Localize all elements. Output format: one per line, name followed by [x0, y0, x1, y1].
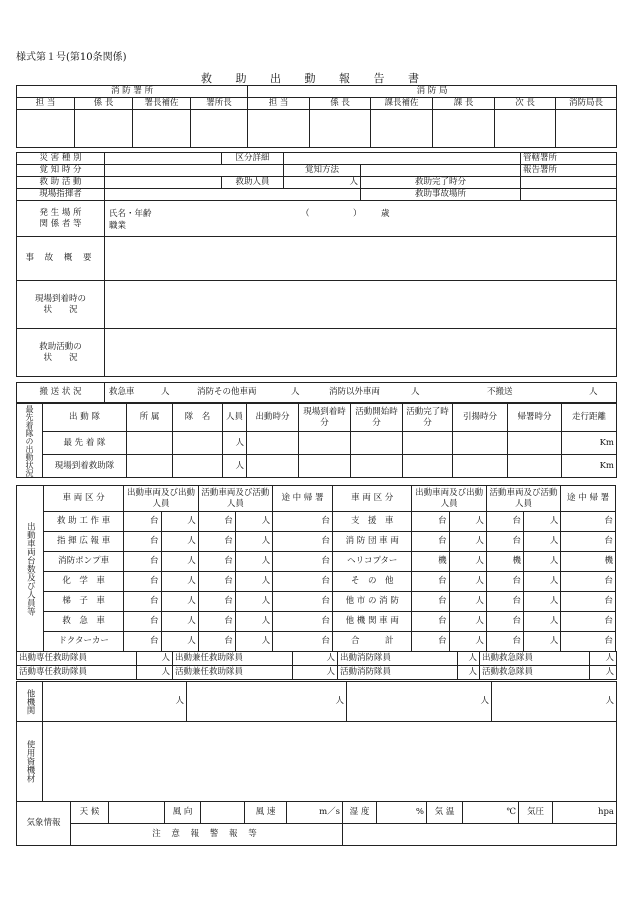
approval-table: [16, 85, 617, 148]
unit-cell[interactable]: 人: [43, 682, 187, 722]
transport-table: [16, 382, 617, 403]
unit-cell[interactable]: 台: [412, 612, 449, 632]
unit-cell[interactable]: 台: [198, 632, 235, 652]
role-cell: 担 当: [17, 98, 75, 110]
header-cell: 活動完了時 分: [403, 404, 453, 432]
unit-cell[interactable]: 台: [124, 532, 161, 552]
unit-label: 人: [589, 387, 598, 397]
input-field[interactable]: [453, 432, 508, 455]
stamp-field[interactable]: [248, 110, 310, 148]
unit-cell[interactable]: 人: [449, 512, 486, 532]
row-label: 他 機 関 車 両: [332, 612, 412, 632]
input-field[interactable]: [299, 432, 351, 455]
other-fire-label: 消防その他車両: [197, 387, 257, 397]
unit-cell[interactable]: 台: [273, 532, 333, 552]
unit-cell[interactable]: 台: [561, 512, 616, 532]
related-person-label: 関 係 者 等: [39, 218, 82, 229]
unit-cell[interactable]: 人: [187, 682, 347, 722]
header-cell: 車 両 区 分: [332, 486, 412, 512]
unit-cell[interactable]: [223, 455, 247, 478]
occurrence-label: 発 生 場 所: [39, 207, 82, 218]
stamp-field[interactable]: [371, 110, 433, 148]
input-field[interactable]: [247, 455, 299, 478]
label-cell: 風 速: [245, 802, 287, 824]
activity-label-1: 救助活動の: [39, 341, 82, 352]
unit-cell[interactable]: 台: [198, 532, 235, 552]
input-field[interactable]: [105, 165, 284, 177]
role-cell: 消防局長: [556, 98, 617, 110]
row-label: 指 揮 広 報 車: [43, 532, 124, 552]
related-person-field[interactable]: [105, 201, 617, 237]
input-field[interactable]: [361, 165, 521, 177]
label-cell: 救 助 活 動: [17, 177, 105, 189]
unit-cell[interactable]: 人: [458, 666, 480, 680]
stamp-field[interactable]: [75, 110, 133, 148]
unit-cell[interactable]: 台: [124, 632, 161, 652]
input-field[interactable]: [201, 802, 245, 824]
unit-cell[interactable]: 台: [273, 592, 333, 612]
header-cell: 途 中 帰 署: [273, 486, 333, 512]
stamp-field[interactable]: [17, 110, 75, 148]
unit-cell[interactable]: 人: [524, 552, 561, 572]
unit-cell[interactable]: 人: [524, 512, 561, 532]
unit-cell[interactable]: ℃: [463, 802, 519, 824]
dispatch-side-label: 最先着隊の出動状況: [17, 404, 43, 478]
personnel-label: 出動救急隊員: [480, 652, 590, 666]
row-label: ヘリコプター: [332, 552, 412, 572]
activity-label-2: 状 況: [43, 352, 78, 363]
vehicles-side-label: 出動車両台数及び人員等: [17, 486, 44, 652]
row-label: 合 計: [332, 632, 412, 652]
unit-cell[interactable]: 人: [449, 632, 486, 652]
label-cell: 区分詳細: [222, 153, 284, 165]
input-field[interactable]: [508, 432, 562, 455]
label-cell: 現場指揮者: [17, 189, 105, 201]
unit-cell[interactable]: 台: [561, 572, 616, 592]
stamp-field[interactable]: [556, 110, 617, 148]
unit-cell[interactable]: 人: [449, 532, 486, 552]
unit-cell[interactable]: %: [377, 802, 427, 824]
row-label: 現場到着救助隊: [43, 455, 127, 478]
input-field[interactable]: [105, 189, 361, 201]
personnel-label: 活動兼任救助隊員: [173, 666, 293, 680]
unit-cell[interactable]: 台: [412, 592, 449, 612]
unit-cell[interactable]: 人: [161, 612, 198, 632]
unit-cell[interactable]: 人: [293, 666, 338, 680]
unit-cell[interactable]: 台: [486, 572, 523, 592]
unit-cell[interactable]: 人: [347, 682, 492, 722]
role-cell: 次 長: [495, 98, 556, 110]
unit-cell[interactable]: hpa: [553, 802, 617, 824]
unit-cell[interactable]: 人: [235, 612, 272, 632]
input-field[interactable]: [453, 455, 508, 478]
personnel-label: 出動兼任救助隊員: [173, 652, 293, 666]
row-label: 消 防 団 車 両: [332, 532, 412, 552]
row-label: 救 助 工 作 車: [43, 512, 124, 532]
input-field[interactable]: [105, 153, 222, 165]
unit-cell[interactable]: 人: [137, 652, 173, 666]
unit-cell[interactable]: 人: [161, 552, 198, 572]
input-field[interactable]: [127, 455, 173, 478]
unit-cell[interactable]: 台: [124, 552, 161, 572]
unit-cell[interactable]: 台: [198, 592, 235, 612]
unit-cell[interactable]: 台: [561, 612, 616, 632]
unit-cell[interactable]: 人: [235, 632, 272, 652]
header-cell: 途 中 帰 署: [561, 486, 616, 512]
unit-cell[interactable]: 台: [273, 612, 333, 632]
label-cell: [17, 201, 105, 237]
unit-cell[interactable]: 人: [449, 552, 486, 572]
personnel-table: [16, 651, 617, 680]
occupation-label: 職業: [109, 221, 127, 231]
label-cell: 気 温: [427, 802, 463, 824]
unit-cell[interactable]: 台: [486, 512, 523, 532]
label-cell: 風 向: [165, 802, 201, 824]
unit-cell[interactable]: 人: [590, 666, 617, 680]
name-age-label: 氏名・年齢: [109, 209, 152, 219]
unit-cell[interactable]: 台: [198, 572, 235, 592]
personnel-label: 出動専任救助隊員: [17, 652, 137, 666]
label-cell: 湿 度: [343, 802, 377, 824]
unit-label: 人: [291, 387, 300, 397]
row-label: 他 市 の 消 防: [332, 592, 412, 612]
vehicles-table: [16, 485, 616, 652]
unit-cell[interactable]: m／s: [287, 802, 343, 824]
label-cell: 搬 送 状 況: [17, 383, 105, 403]
unit-cell[interactable]: 台: [412, 632, 449, 652]
personnel-label: 出動消防隊員: [338, 652, 458, 666]
equipment-label: 使用資機材: [17, 722, 43, 802]
label-cell: 覚 知 時 分: [17, 165, 105, 177]
header-cell: 出動車両及び出動人員: [124, 486, 198, 512]
unit-cell[interactable]: 台: [412, 512, 449, 532]
row-label: 救 急 車: [43, 612, 124, 632]
text-area[interactable]: [105, 281, 617, 329]
weather-table: [16, 801, 617, 846]
unit-cell[interactable]: 機: [561, 552, 616, 572]
paren-open: （: [301, 209, 310, 219]
input-field[interactable]: [403, 432, 453, 455]
form-number: 様式第１号(第10条関係): [16, 52, 127, 63]
unit-cell[interactable]: [223, 432, 247, 455]
input-field[interactable]: [247, 432, 299, 455]
row-label: 化 学 車: [43, 572, 124, 592]
input-field[interactable]: [508, 455, 562, 478]
unit-cell[interactable]: 台: [273, 552, 333, 572]
unit-cell[interactable]: 台: [273, 572, 333, 592]
row-label: 最 先 着 隊: [43, 432, 127, 455]
unit-cell[interactable]: 人: [161, 572, 198, 592]
input-field[interactable]: [284, 177, 361, 189]
input-field[interactable]: [173, 455, 223, 478]
role-cell: 担 当: [248, 98, 310, 110]
input-field[interactable]: [173, 432, 223, 455]
unit-cell[interactable]: 人: [235, 512, 272, 532]
unit-label: 人: [411, 387, 420, 397]
unit-cell[interactable]: 台: [198, 612, 235, 632]
role-cell: 課長補佐: [371, 98, 433, 110]
text-area[interactable]: [43, 722, 617, 802]
label-cell: [17, 329, 105, 377]
unit-cell[interactable]: 人: [161, 512, 198, 532]
paren-close: ）: [353, 209, 362, 219]
unit-label: 人: [235, 460, 244, 471]
label-cell: 報告署所: [521, 165, 617, 177]
unit-cell[interactable]: 台: [124, 612, 161, 632]
text-area[interactable]: [105, 237, 617, 281]
unit-cell[interactable]: 人: [449, 592, 486, 612]
page-title: 救 助 出 動 報 告 書: [201, 72, 429, 85]
label-cell: 救助事故場所: [361, 189, 521, 201]
row-label: 梯 子 車: [43, 592, 124, 612]
unit-cell[interactable]: 人: [524, 632, 561, 652]
header-cell: 人員: [223, 404, 247, 432]
row-label: そ の 他: [332, 572, 412, 592]
other-agency-label: 他機関: [17, 682, 43, 722]
unit-cell[interactable]: 人: [137, 666, 173, 680]
role-cell: 課 長: [433, 98, 495, 110]
stamp-field[interactable]: [133, 110, 191, 148]
input-field[interactable]: [284, 153, 521, 165]
role-cell: 係 長: [75, 98, 133, 110]
unit-cell[interactable]: 人: [161, 592, 198, 612]
personnel-label: 活動専任救助隊員: [17, 666, 137, 680]
unit-cell[interactable]: 人: [524, 532, 561, 552]
label-cell: 救助人員: [222, 177, 284, 189]
unit-cell[interactable]: 機: [486, 552, 523, 572]
warnings-label: 注 意 報 警 報 等: [71, 824, 343, 846]
header-cell: 活動開始時 分: [351, 404, 403, 432]
arrival-label-1: 現場到着時の: [34, 293, 86, 304]
no-transport-label: 不搬送: [487, 387, 513, 397]
input-field[interactable]: [521, 177, 617, 189]
unit-cell[interactable]: 人: [524, 572, 561, 592]
unit-cell[interactable]: 人: [235, 572, 272, 592]
unit-cell[interactable]: 人: [235, 532, 272, 552]
unit-cell[interactable]: 台: [124, 592, 161, 612]
label-cell: [17, 281, 105, 329]
input-field[interactable]: [105, 177, 222, 189]
unit-cell[interactable]: 台: [412, 572, 449, 592]
unit-cell[interactable]: 台: [561, 592, 616, 612]
stamp-field[interactable]: [433, 110, 495, 148]
unit-cell[interactable]: 人: [293, 652, 338, 666]
header-cell: 出動時分: [247, 404, 299, 432]
unit-label: Km: [599, 437, 614, 448]
row-label: 支 援 車: [332, 512, 412, 532]
transport-field[interactable]: [105, 383, 617, 403]
unit-cell[interactable]: 台: [124, 572, 161, 592]
non-fire-label: 消防以外車両: [329, 387, 381, 397]
unit-cell[interactable]: 機: [412, 552, 449, 572]
weather-label: 気象情報: [17, 802, 71, 846]
label-cell: 気圧: [519, 802, 553, 824]
unit-label: 人: [161, 387, 170, 397]
label-cell: 事 故 概 要: [17, 237, 105, 281]
unit-cell[interactable]: 人: [235, 592, 272, 612]
unit-cell[interactable]: 台: [486, 612, 523, 632]
stamp-field[interactable]: [495, 110, 556, 148]
ambulance-label: 救急車: [109, 387, 135, 397]
unit-label: 人: [349, 177, 358, 187]
header-cell: 出動車両及び出動人員: [412, 486, 486, 512]
unit-label: Km: [599, 460, 614, 471]
header-cell: 帰署時分: [508, 404, 562, 432]
input-field[interactable]: [403, 455, 453, 478]
unit-cell[interactable]: 台: [561, 632, 616, 652]
header-cell: 車 両 区 分: [43, 486, 124, 512]
role-cell: 係 長: [310, 98, 371, 110]
label-cell: 救助完了時分: [361, 177, 521, 189]
label-cell: 管轄署所: [521, 153, 617, 165]
unit-cell[interactable]: 人: [524, 592, 561, 612]
unit-cell[interactable]: 人: [590, 652, 617, 666]
unit-label: 人: [235, 437, 244, 448]
input-field[interactable]: [351, 455, 403, 478]
header-cell: 走行距離: [562, 404, 617, 432]
unit-cell[interactable]: 人: [235, 552, 272, 572]
label-cell: 災 害 種 別: [17, 153, 105, 165]
input-field[interactable]: [351, 432, 403, 455]
fire-station-header: 消 防 署 所: [17, 86, 248, 98]
unit-cell[interactable]: 台: [273, 512, 333, 532]
header-cell: 引揚時分: [453, 404, 508, 432]
unit-cell[interactable]: 台: [273, 632, 333, 652]
dispatch-table: [16, 403, 617, 478]
row-label: 消防ポンプ車: [43, 552, 124, 572]
role-cell: 署長補佐: [133, 98, 191, 110]
input-field[interactable]: [343, 824, 617, 846]
other-agency-table: [16, 681, 617, 802]
header-cell: 活動車両及び活動人員: [198, 486, 272, 512]
unit-cell[interactable]: 人: [449, 612, 486, 632]
unit-cell[interactable]: 人: [161, 632, 198, 652]
unit-cell[interactable]: [562, 455, 617, 478]
fire-dept-header: 消 防 局: [248, 86, 617, 98]
incident-info-table: [16, 152, 617, 377]
text-area[interactable]: [105, 329, 617, 377]
input-field[interactable]: [127, 432, 173, 455]
input-field[interactable]: [299, 455, 351, 478]
unit-cell[interactable]: 人: [458, 652, 480, 666]
unit-cell[interactable]: 台: [198, 552, 235, 572]
age-unit: 歳: [381, 209, 390, 219]
unit-cell[interactable]: 台: [124, 512, 161, 532]
input-field[interactable]: [109, 802, 165, 824]
unit-cell[interactable]: 人: [524, 612, 561, 632]
header-cell: 現場到着時 分: [299, 404, 351, 432]
unit-cell[interactable]: 台: [412, 532, 449, 552]
header-cell: 出 動 隊: [43, 404, 127, 432]
header-cell: 所 属: [127, 404, 173, 432]
label-cell: 天 候: [71, 802, 109, 824]
unit-cell[interactable]: 人: [492, 682, 617, 722]
unit-cell[interactable]: 人: [161, 532, 198, 552]
unit-cell[interactable]: 台: [486, 532, 523, 552]
input-field[interactable]: [521, 189, 617, 201]
unit-cell[interactable]: 台: [486, 592, 523, 612]
stamp-field[interactable]: [310, 110, 371, 148]
unit-cell[interactable]: 台: [561, 532, 616, 552]
unit-cell[interactable]: [562, 432, 617, 455]
personnel-label: 活動救急隊員: [480, 666, 590, 680]
role-cell: 署所長: [191, 98, 248, 110]
header-cell: 活動車両及び活動人員: [486, 486, 560, 512]
stamp-field[interactable]: [191, 110, 248, 148]
arrival-label-2: 状 況: [43, 304, 78, 315]
unit-cell[interactable]: 台: [486, 632, 523, 652]
header-cell: 隊 名: [173, 404, 223, 432]
row-label: ドクターカー: [43, 632, 124, 652]
unit-cell[interactable]: 人: [449, 572, 486, 592]
label-cell: 覚知方法: [284, 165, 361, 177]
unit-cell[interactable]: 台: [198, 512, 235, 532]
personnel-label: 活動消防隊員: [338, 666, 458, 680]
